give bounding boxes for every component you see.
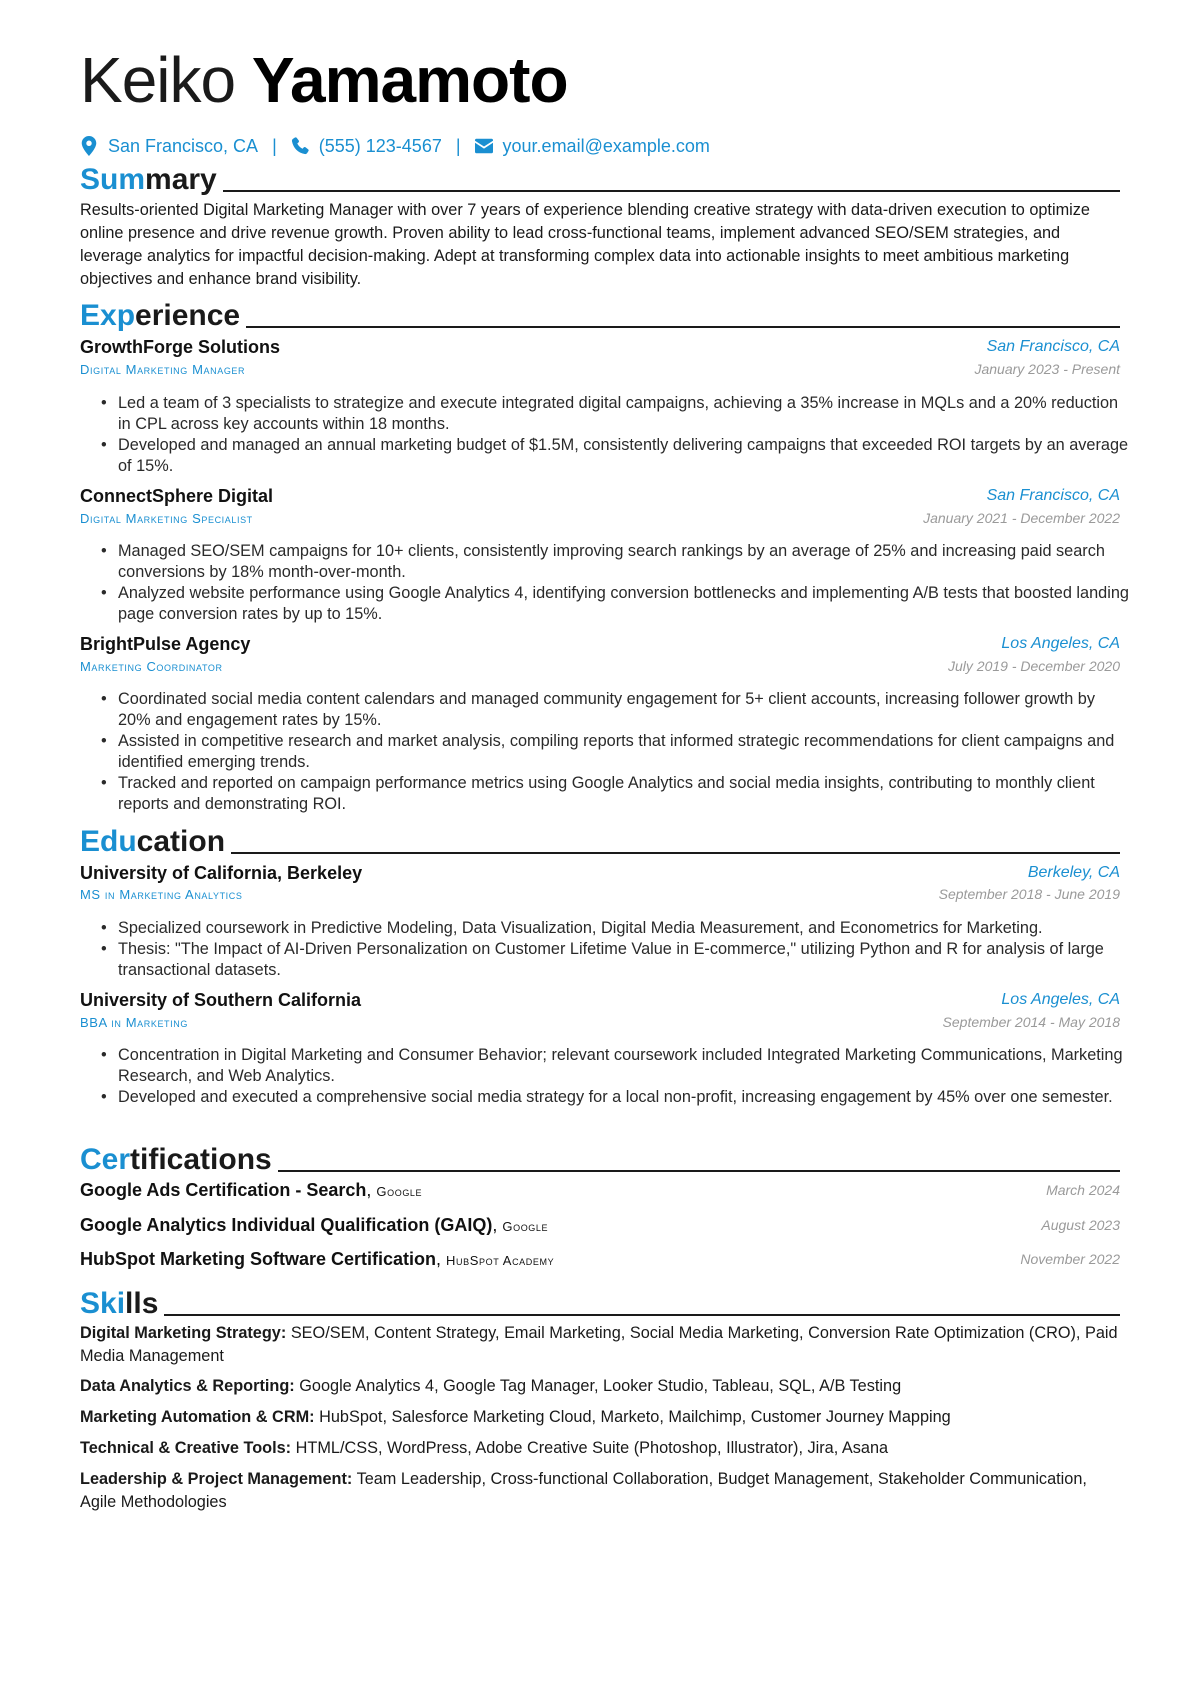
skill-row (80, 1406, 1120, 1429)
school-location: Berkeley, CA (1027, 864, 1120, 881)
certification-date: March 2024 (1046, 1182, 1120, 1198)
job-dates: January 2023 - Present (974, 361, 1120, 377)
skill-list: SEO/SEM, Content Strategy, Email Marketing, Social Media Marketing, Conversion Rate Optimization (CRO), Paid Media Management (80, 1324, 1118, 1365)
contact-location (80, 136, 258, 157)
section-title-accent: Edu (80, 825, 137, 858)
list-item: • Led a team of 3 specialists to strategize and execute integrated digital campaigns, achieving a 35% increase in MQLs and a 20% reduction in CPL across key accounts within 18 months. (118, 393, 1130, 435)
list-item: • Analyzed website performance using Google Analytics 4, identifying conversion bottlenecks and implementing A/B tests that boosted landing page conversion rates by up to 15%. (118, 583, 1130, 625)
certification-item: Google Ads Certification - Search, Google (80, 1180, 423, 1200)
last-name: Yamamoto (251, 44, 568, 116)
section-title (80, 1286, 158, 1322)
education-dates: September 2018 - June 2019 (938, 886, 1120, 902)
list-item: • Tracked and reported on campaign performance metrics using Google Analytics and social media insights, contributing to monthly client reports and demonstrating ROI. (118, 773, 1130, 815)
phone-text: (555) 123-4567 (318, 135, 442, 156)
summary-section-header (80, 158, 1120, 198)
certification-issuer: Google (376, 1184, 423, 1199)
job-bullets (80, 393, 1130, 477)
list-item: • Developed and managed an annual marketing budget of $1.5M, consistently delivering campaigns that exceeded ROI targets by an average of 15%. (118, 435, 1130, 477)
section-title-accent: Exp (80, 299, 136, 332)
education-dates: September 2014 - May 2018 (942, 1014, 1120, 1030)
section-title-rest: lls (125, 1287, 159, 1320)
school-name: University of Southern California (80, 990, 362, 1010)
contact-email[interactable] (475, 136, 710, 157)
contact-separator: | (272, 135, 277, 156)
skill-category: Leadership & Project Management: (80, 1470, 353, 1488)
section-divider (246, 326, 1120, 328)
company-name: GrowthForge Solutions (80, 337, 280, 357)
skill-row (80, 1322, 1120, 1368)
contact-bar (80, 134, 710, 158)
skill-list: HubSpot, Salesforce Marketing Cloud, Marketo, Mailchimp, Customer Journey Mapping (319, 1408, 951, 1426)
job-bullets (80, 689, 1130, 815)
email-link: your.email@example.com (502, 135, 710, 156)
summary-text: Results-oriented Digital Marketing Manager with over 7 years of experience blending creative strategy with data-driven execution to optimize online presence and drive revenue growth. Proven ability to lead cross-functional teams, implement advanced SEO/SEM strategies, and leverage analytics for impactful decision-making. Adept at transforming complex data into actionable insights to meet ambitious marketing objectives and enhance brand visibility. (80, 201, 1090, 288)
section-title-rest: tifications (130, 1143, 272, 1176)
location-text: San Francisco, CA (108, 135, 259, 156)
job-dates: January 2021 - December 2022 (923, 510, 1120, 526)
skill-list: Team Leadership, Cross-functional Collaboration, Budget Management, Stakeholder Communication, Agile Methodologies (80, 1470, 1087, 1511)
section-divider (164, 1314, 1120, 1316)
list-item: • Assisted in competitive research and market analysis, compiling reports that informed strategic recommendations for client campaigns and identified emerging trends. (118, 731, 1130, 773)
skill-row (80, 1437, 1120, 1460)
section-title-accent: Cer (80, 1143, 131, 1176)
certifications-section-header (80, 1138, 1120, 1178)
company-name: BrightPulse Agency (80, 634, 251, 654)
section-divider (223, 190, 1120, 192)
certification-name: Google Analytics Individual Qualification (GAIQ) (80, 1215, 493, 1235)
section-divider (231, 852, 1120, 854)
education-section-header (80, 820, 1120, 860)
skill-category: Data Analytics & Reporting: (80, 1377, 295, 1395)
list-item: • Specialized coursework in Predictive Modeling, Data Visualization, Digital Media Measurement, and Econometrics for Marketing. (118, 918, 1130, 939)
candidate-name (80, 40, 568, 120)
contact-phone[interactable] (291, 136, 442, 157)
certification-date: November 2022 (1020, 1251, 1120, 1267)
section-title-accent: Sum (80, 163, 146, 196)
job-location: Los Angeles, CA (1001, 635, 1120, 652)
education-bullets (80, 1045, 1130, 1108)
job-bullets (80, 541, 1130, 625)
skill-list: Google Analytics 4, Google Tag Manager, Looker Studio, Tableau, SQL, A/B Testing (299, 1377, 902, 1395)
section-title-rest: erience (135, 299, 241, 332)
section-title (80, 298, 240, 334)
skills-section-header (80, 1282, 1120, 1322)
section-title (80, 1142, 272, 1178)
certification-issuer: Google (502, 1219, 549, 1234)
section-title-rest: mary (145, 163, 217, 196)
list-item: • Concentration in Digital Marketing and Consumer Behavior; relevant coursework included Integrated Marketing Communications, Marketing Research, and Web Analytics. (118, 1045, 1130, 1087)
list-item: • Coordinated social media content calendars and managed community engagement for 5+ client accounts, increasing follower growth by 20% and engagement rates by 15%. (118, 689, 1130, 731)
company-name: ConnectSphere Digital (80, 486, 274, 506)
job-location: San Francisco, CA (986, 487, 1120, 504)
skill-category: Technical & Creative Tools: (80, 1439, 292, 1457)
envelope-icon (475, 136, 493, 156)
skill-list: HTML/CSS, WordPress, Adobe Creative Suite (Photoshop, Illustrator), Jira, Asana (295, 1439, 889, 1457)
job-title: Digital Marketing Manager (80, 362, 246, 377)
list-item: • Developed and executed a comprehensive social media strategy for a local non-profit, increasing engagement by 45% over one semester. (118, 1087, 1130, 1108)
job-location: San Francisco, CA (986, 338, 1120, 355)
section-title-accent: Ski (80, 1287, 126, 1320)
certification-item: Google Analytics Individual Qualification (GAIQ), Google (80, 1215, 549, 1235)
section-divider (278, 1170, 1120, 1172)
certification-item: HubSpot Marketing Software Certification, HubSpot Academy (80, 1249, 555, 1269)
job-title: Marketing Coordinator (80, 659, 223, 674)
school-location: Los Angeles, CA (1001, 991, 1120, 1008)
job-title: Digital Marketing Specialist (80, 511, 253, 526)
school-name: University of California, Berkeley (80, 863, 363, 883)
certification-issuer: HubSpot Academy (446, 1253, 555, 1268)
certification-date: August 2023 (1041, 1217, 1120, 1233)
skill-category: Digital Marketing Strategy: (80, 1324, 287, 1342)
certification-name: HubSpot Marketing Software Certification (80, 1249, 437, 1269)
section-title (80, 824, 225, 860)
skill-row (80, 1375, 1120, 1398)
section-title (80, 162, 217, 198)
contact-separator: | (455, 135, 461, 156)
job-dates: July 2019 - December 2020 (948, 658, 1120, 674)
degree: BBA in Marketing (80, 1015, 188, 1030)
map-marker-icon (80, 136, 98, 156)
experience-section-header (80, 294, 1120, 334)
skill-row (80, 1468, 1120, 1514)
certification-name: Google Ads Certification - Search (80, 1180, 367, 1200)
section-title-rest: cation (136, 825, 226, 858)
skill-category: Marketing Automation & CRM: (80, 1408, 315, 1426)
education-bullets (80, 918, 1130, 981)
degree: MS in Marketing Analytics (80, 887, 243, 902)
first-name: Keiko (80, 44, 236, 116)
phone-icon (291, 136, 309, 156)
list-item: • Thesis: "The Impact of AI-Driven Personalization on Customer Lifetime Value in E-commerce," utilizing Python and R for analysis of large transactional datasets. (118, 939, 1130, 981)
list-item: • Managed SEO/SEM campaigns for 10+ clients, consistently improving search rankings by an average of 25% and increasing paid search conversions by 18% month-over-month. (118, 541, 1130, 583)
